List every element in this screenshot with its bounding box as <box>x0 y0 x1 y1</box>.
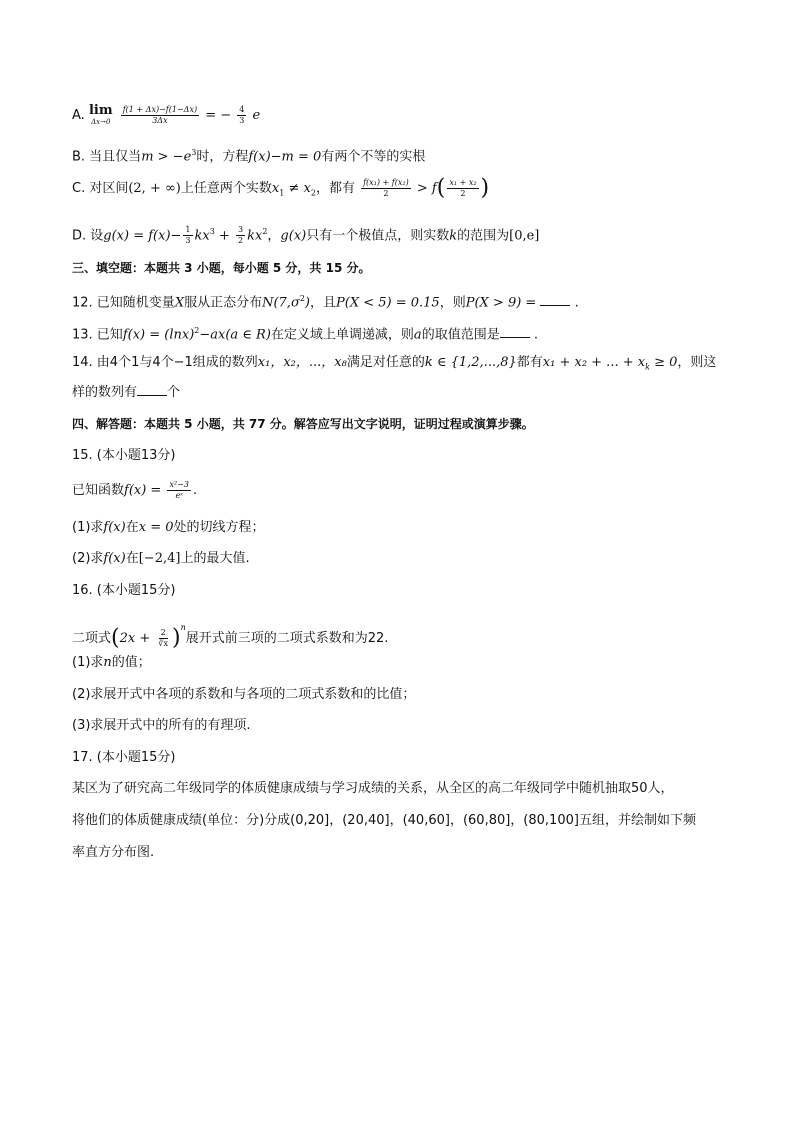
option-b: B. 当且仅当$m > -e^3$时，方程f(x)−m = 0有两个不等的实根 <box>72 148 426 165</box>
question-16-stem: 二项式(2x + $\frac{2}{∛x}$ )$^n$展开式前三项的二项式系数和为22. <box>72 623 389 651</box>
question-13: 13. 已知$f(x) = (\ln x)^2-ax(a$ ∈ R)在定义域上单调递减，则a的取值范围是 . <box>72 326 538 343</box>
question-14-cont: 样的数列有 个 <box>72 385 181 400</box>
question-15-stem: 已知函数f(x) = $\frac{\text{x²−3}}{\text{eˣ}}$ . <box>72 480 198 500</box>
question-16-title: 16. (本小题15分) <box>72 583 176 598</box>
section-heading: 三、填空题：本题共 3 小题，每小题 5 分，共 15 分。 <box>72 261 371 275</box>
question-17-line-1: 某区为了研究高二年级同学的体质健康成绩与学习成绩的关系，从全区的高二年级同学中随机抽取50人， <box>72 781 674 796</box>
question-14: 14. 由4个1与4个−1组成的数列x₁，x₂，...，x₈满足对任意的k ∈ {1,2,...,8}都有x₁ + x₂ + ... + $x_k \ge 0$，则这 <box>72 355 717 372</box>
answer-blank[interactable] <box>540 293 570 306</box>
question-16-part-2: (2)求展开式中各项的系数和与各项的二项式系数和的比值； <box>72 687 416 702</box>
question-17-line-2: 将他们的体质健康成绩(单位：分)分成(0,20]，(20,40]，(40,60]，(60,80]，(80,100]五组，并绘制如下频 <box>72 813 696 828</box>
option-label: A. <box>72 108 89 123</box>
question-17-title: 17. (本小题15分) <box>72 750 176 765</box>
answer-blank[interactable] <box>137 383 167 396</box>
option-c: C. 对区间(2, + ∞)上任意两个实数$x_1 \ne x_2$，都有 $\frac{\text{f(x₁) + f(x₂)}}{2}$ > f( $\frac{\text{x₁ + x₂}}{2}$ ) <box>72 175 490 201</box>
option-d: D. 设g(x) = f(x)− $\frac{1}{3}$ $kx^3$ + $\frac{3}{2}$ $kx^2$，g(x)只有一个极值点，则实数k的范围为[0,e] <box>72 225 540 246</box>
section-heading: 四、解答题：本题共 5 小题，共 77 分。解答应写出文字说明，证明过程或演算步骤。 <box>72 417 534 431</box>
fraction: $\frac{4}{3}$ <box>239 105 245 125</box>
fraction: $\frac{\text{x₁ + x₂}}{2}$ <box>449 178 477 198</box>
question-16-part-3: (3)求展开式中的所有的有理项. <box>72 718 251 733</box>
fraction: $\frac{\text{f(x₁) + f(x₂)}}{2}$ <box>363 178 409 198</box>
fraction: $\frac{f(1 + \Delta x)-f(1-\Delta x)}{3\Delta x}$ <box>122 105 198 125</box>
fraction: $\frac{\text{x²−3}}{\text{eˣ}}$ <box>169 480 189 500</box>
question-15-part-1: (1)求f(x)在x = 0处的切线方程； <box>72 520 265 535</box>
fraction: $\frac{2}{∛x}$ <box>158 628 168 648</box>
question-12: 12. 已知随机变量X服从正态分布$N(7,\sigma^2)$，且P(X < 5) = 0.15，则P(X > 9) = . <box>72 294 579 311</box>
limit-expression: lim Δx→0 <box>88 103 113 126</box>
question-17-line-3: 率直方分布图. <box>72 845 155 860</box>
question-15-part-2: (2)求f(x)在[−2,4]上的最大值. <box>72 551 250 566</box>
question-16-part-1: (1)求n的值； <box>72 655 151 670</box>
option-a: A. lim Δx→0 $\frac{f(1 + \Delta x)-f(1-\Delta x)}{3\Delta x}$ = − $\frac{4}{3}$ e <box>72 103 261 126</box>
fraction: $\frac{3}{2}$ <box>238 225 244 246</box>
question-15-title: 15. (本小题13分) <box>72 448 176 463</box>
answer-blank[interactable] <box>500 325 530 338</box>
fraction: $\frac{1}{3}$ <box>185 225 191 246</box>
